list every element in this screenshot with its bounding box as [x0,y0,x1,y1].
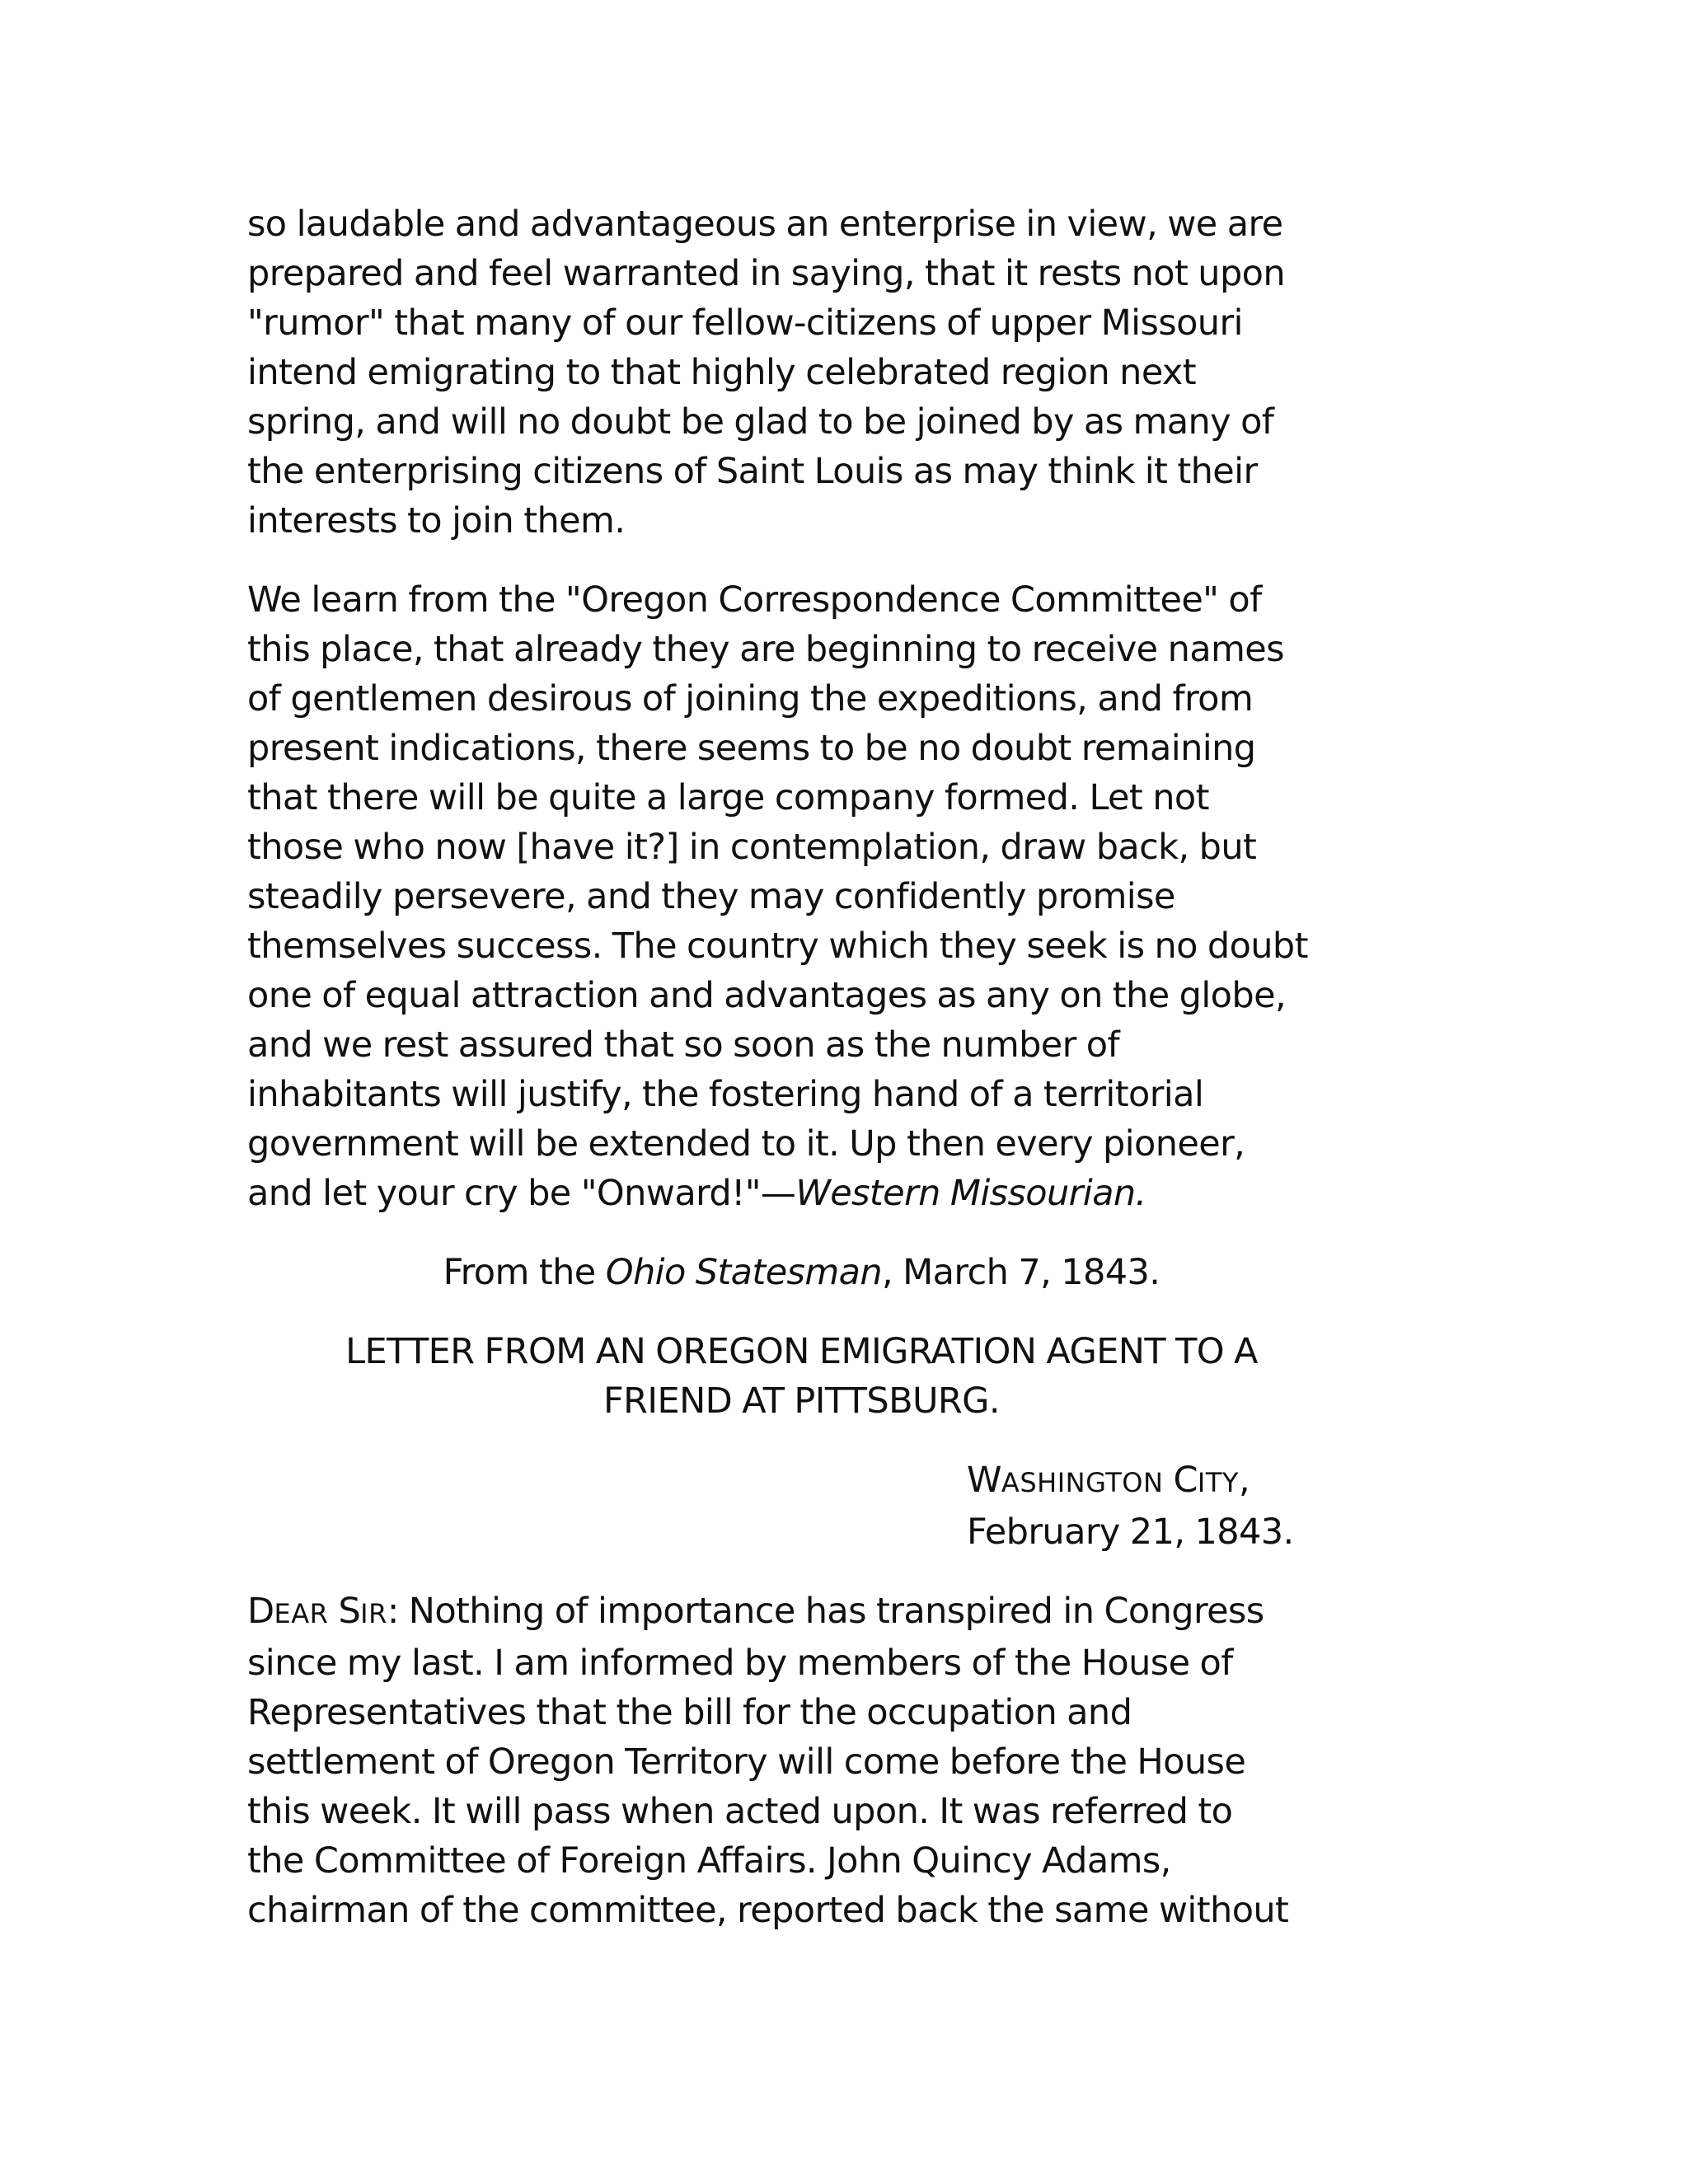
text-line: those who now [have it?] in contemplation, draw back, but [247,827,1257,868]
text-line: one of equal attraction and advantages as any on the globe, [247,975,1287,1016]
salutation: DEAR SIR [247,1591,387,1632]
letter-heading [247,1327,1356,1426]
paragraph-oregon-committee [247,575,1418,1218]
text-line: interests to join them. [247,500,626,541]
source-prefix: From the [443,1252,606,1293]
text-line: the enterprising citizens of Saint Louis as may think it their [247,451,1258,492]
text-line: this place, that already they are beginning to receive names [247,629,1284,670]
text-line: government will be extended to it. Up then every pioneer, [247,1123,1245,1165]
text-line: DEAR SIR: Nothing of importance has transpired in Congress [247,1591,1264,1632]
heading-line: FRIEND AT PITTSBURG. [603,1380,1000,1422]
text-line: "rumor" that many of our fellow-citizens of upper Missouri [247,302,1243,344]
text-line: of gentlemen desirous of joining the expeditions, and from [247,678,1254,719]
source-date: , March 7, 1843. [882,1252,1160,1293]
text-line: so laudable and advantageous an enterprise in view, we are [247,204,1283,245]
source-citation [247,1248,1356,1297]
text-line: since my last. I am informed by members of the House of [247,1643,1233,1684]
text-line: intend emigrating to that highly celebrated region next [247,352,1197,393]
text-line: this week. It will pass when acted upon. It was referred to [247,1791,1233,1832]
text-line: We learn from the "Oregon Correspondence Committee" of [247,579,1262,621]
text-line: spring, and will no doubt be glad to be joined by as many of [247,401,1274,443]
text-line: Representatives that the bill for the occupation and [247,1692,1132,1733]
heading-line: LETTER FROM AN OREGON EMIGRATION AGENT TO A [345,1331,1258,1372]
text-line: settlement of Oregon Territory will come before the House [247,1741,1246,1783]
paragraph-emigration-rumor [247,199,1418,546]
text-line: and we rest assured that so soon as the number of [247,1024,1120,1066]
text-line: themselves success. The country which they seek is no doubt [247,926,1308,967]
text-line: prepared and feel warranted in saying, that it rests not upon [247,253,1286,294]
text-line [247,1169,1418,1218]
text-line: chairman of the committee, reported back the same without [247,1890,1289,1931]
text-line: that there will be quite a large company formed. Let not [247,777,1209,818]
text-line: the Committee of Foreign Affairs. John Quincy Adams, [247,1840,1171,1882]
letter-dateline [967,1455,1418,1557]
text-line: steadily persevere, and they may confidently promise [247,876,1175,917]
document-page [247,199,1418,1965]
closing-text: and let your cry be "Onward!"— [247,1173,796,1214]
dateline-date: February 21, 1843. [967,1511,1294,1553]
dateline-place: WASHINGTON CITY, [967,1460,1250,1501]
newspaper-title: Ohio Statesman [605,1252,883,1293]
source-attribution: Western Missourian. [795,1173,1146,1214]
text-line: present indications, there seems to be no doubt remaining [247,728,1256,769]
text-line: inhabitants will justify, the fostering hand of a territorial [247,1074,1204,1115]
letter-body [247,1586,1418,1935]
